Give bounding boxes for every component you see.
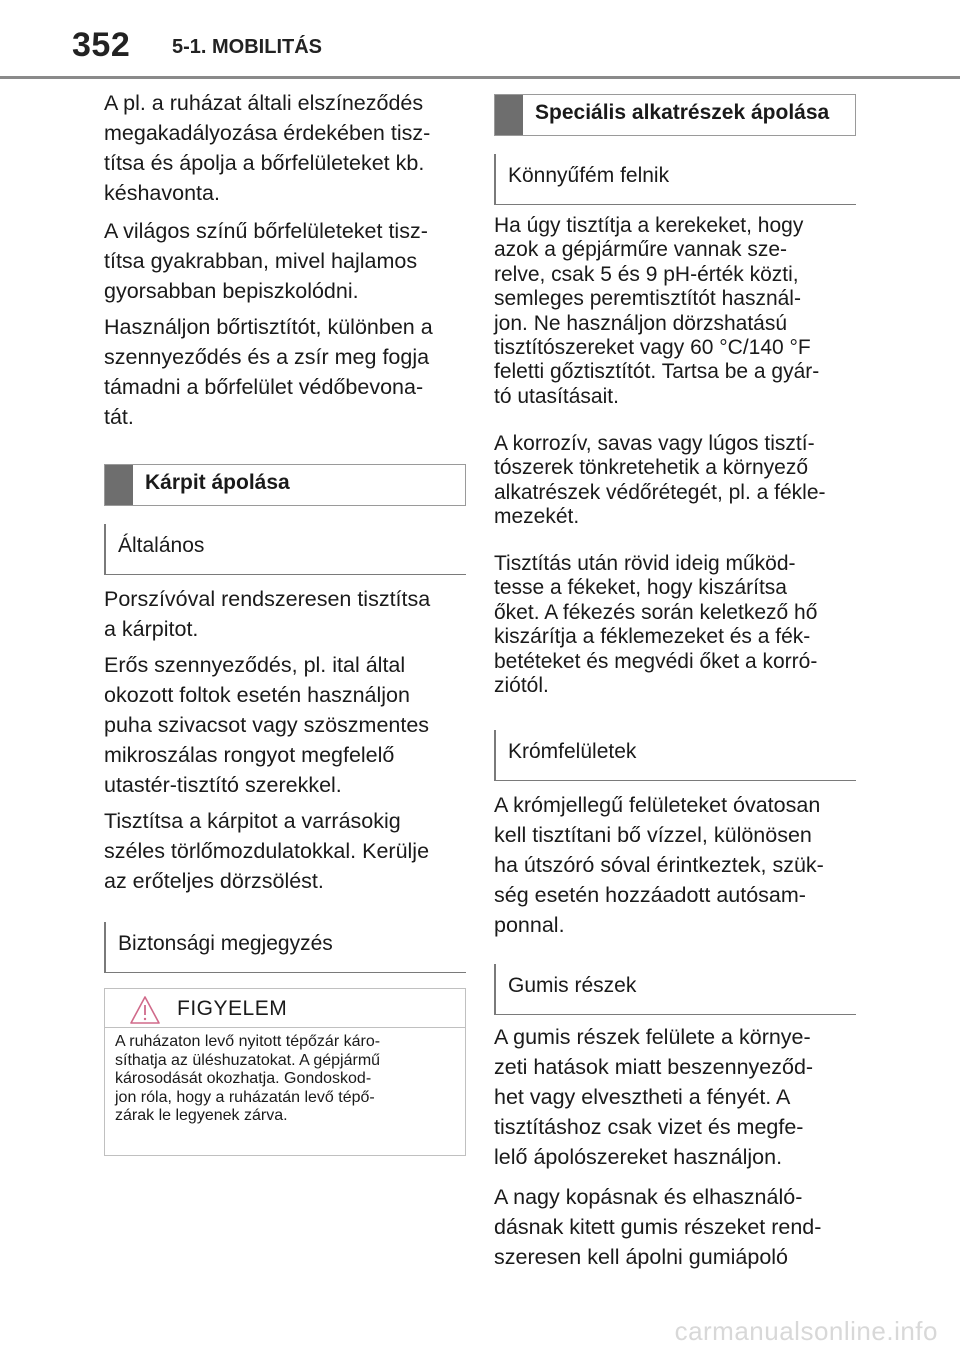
text-line: A gumis részek felülete a környe- bbox=[494, 1025, 811, 1049]
paragraph bbox=[104, 806, 466, 896]
text-line: A krómjellegű felületeket óvatosan bbox=[494, 793, 821, 817]
text-line: utastér-tisztító szerekkel. bbox=[104, 773, 342, 797]
text-line: széles törlőmozdulatokkal. Kerülje bbox=[104, 839, 430, 863]
text-line: títsa és ápolja a bőrfelületeket kb. bbox=[104, 151, 425, 175]
section-heading bbox=[494, 94, 856, 136]
text-line: Ha úgy tisztítja a kerekeket, hogy bbox=[494, 214, 804, 237]
text-line: mezekét. bbox=[494, 505, 580, 529]
paragraph bbox=[494, 1022, 856, 1172]
section-heading-bar bbox=[105, 465, 133, 505]
section-heading-title: Speciális alkatrészek ápolása bbox=[535, 101, 830, 124]
paragraph bbox=[494, 214, 856, 409]
subheading bbox=[104, 524, 466, 575]
paragraph bbox=[494, 1182, 856, 1272]
header-divider bbox=[0, 76, 960, 79]
text-line: kell tisztítani bő vízzel, különösen bbox=[494, 823, 812, 847]
text-line: késhavonta. bbox=[104, 181, 220, 205]
subheading-title: Általános bbox=[118, 534, 205, 557]
text-line: támadni a bőrfelület védőbevona- bbox=[104, 375, 424, 399]
paragraph bbox=[104, 216, 466, 306]
subheading bbox=[494, 730, 856, 781]
warning-title: FIGYELEM bbox=[177, 997, 288, 1020]
text-line: lelő ápolószereket használjon. bbox=[494, 1145, 783, 1169]
text-line: károsodását okozhatja. Gondoskod- bbox=[115, 1070, 372, 1088]
text-line: ha útszóró sóval érintkeztek, szük- bbox=[494, 853, 824, 877]
text-line: a kárpitot. bbox=[104, 617, 199, 641]
subheading bbox=[104, 922, 466, 973]
paragraph bbox=[494, 432, 856, 530]
paragraph bbox=[104, 312, 466, 432]
text-line: A világos színű bőrfelületeket tisz- bbox=[104, 219, 428, 243]
text-line: tát. bbox=[104, 405, 134, 429]
text-line: Tisztítsa a kárpitot a varrásokig bbox=[104, 809, 401, 833]
text-line: Erős szennyeződés, pl. ital által bbox=[104, 653, 406, 677]
text-line: A korrozív, savas vagy lúgos tisztí- bbox=[494, 432, 815, 455]
text-line: kiszárítja a féklemezeket és a fék- bbox=[494, 625, 811, 649]
text-line: A pl. a ruházat általi elszíneződés bbox=[104, 91, 424, 115]
warning-text bbox=[115, 1033, 459, 1126]
page-header bbox=[0, 0, 960, 80]
text-line: azok a gépjárműre vannak sze- bbox=[494, 238, 787, 262]
text-line: Tisztítás után rövid ideig működ- bbox=[494, 552, 796, 575]
text-line: ziótól. bbox=[494, 674, 549, 698]
paragraph bbox=[104, 584, 466, 644]
text-line: tószerek tönkretehetik a környező bbox=[494, 456, 808, 480]
text-line: ség esetén hozzáadott autósam- bbox=[494, 883, 806, 907]
text-line: tesse a fékeket, hogy kiszárítsa bbox=[494, 576, 787, 600]
text-line: puha szivacsot vagy szöszmentes bbox=[104, 713, 430, 737]
paragraph bbox=[494, 552, 856, 698]
text-line: ponnal. bbox=[494, 913, 565, 937]
text-line: A nagy kopásnak és elhasználó- bbox=[494, 1185, 803, 1209]
text-line: betéteket és megvédi őket a korró- bbox=[494, 649, 818, 673]
text-line: tisztítószereket vagy 60 °C/140 °F bbox=[494, 336, 811, 360]
paragraph bbox=[104, 650, 466, 800]
text-line: zeti hatások miatt beszennyeződ- bbox=[494, 1055, 814, 1079]
paragraph bbox=[494, 790, 856, 940]
text-line: zárak le legyenek zárva. bbox=[115, 1107, 288, 1125]
text-line: semleges peremtisztítót használ- bbox=[494, 287, 801, 311]
text-line: het vagy elvesztheti a fényét. A bbox=[494, 1085, 791, 1109]
text-line: gyorsabban bepiszkolódni. bbox=[104, 279, 359, 303]
text-line: Használjon bőrtisztítót, különben a bbox=[104, 315, 433, 339]
text-line: mikroszálas rongyot megfelelő bbox=[104, 743, 395, 767]
watermark: carmanualsonline.info bbox=[674, 1316, 938, 1346]
subheading-title: Könnyűfém felnik bbox=[508, 164, 670, 187]
text-line: tisztításhoz csak vizet és megfe- bbox=[494, 1115, 804, 1139]
text-line: alkatrészek védőrétegét, pl. a fékle- bbox=[494, 480, 826, 504]
subheading-title: Gumis részek bbox=[508, 974, 637, 997]
warning-header bbox=[105, 989, 465, 1028]
text-line: dásnak kitett gumis részeket rend- bbox=[494, 1215, 822, 1239]
text-line: feletti gőztisztítót. Tartsa be a gyár- bbox=[494, 360, 820, 384]
page-number: 352 bbox=[72, 26, 131, 64]
text-line: A ruházaton levő nyitott tépőzár káro- bbox=[115, 1033, 381, 1050]
paragraph bbox=[104, 88, 466, 208]
text-line: jon róla, hogy a ruházatán levő tépő- bbox=[115, 1088, 375, 1106]
section-heading-bar bbox=[495, 95, 523, 135]
section-heading-title: Kárpit ápolása bbox=[145, 471, 290, 494]
text-line: szennyeződés és a zsír meg fogja bbox=[104, 345, 430, 369]
subheading bbox=[494, 154, 856, 205]
text-line: relve, csak 5 és 9 pH-érték közti, bbox=[494, 262, 799, 286]
subheading-title: Biztonsági megjegyzés bbox=[118, 932, 333, 955]
text-line: Porszívóval rendszeresen tisztítsa bbox=[104, 587, 431, 611]
text-line: jon. Ne használjon dörzshatású bbox=[494, 311, 788, 335]
warning-triangle-icon bbox=[129, 995, 161, 1025]
subheading-title: Krómfelületek bbox=[508, 740, 637, 763]
warning-box bbox=[104, 988, 466, 1156]
subheading bbox=[494, 964, 856, 1015]
section-heading bbox=[104, 464, 466, 506]
text-line: megakadályozása érdekében tisz- bbox=[104, 121, 431, 145]
text-line: títsa gyakrabban, mivel hajlamos bbox=[104, 249, 418, 273]
text-line: síthatja az üléshuzatokat. A gépjármű bbox=[115, 1051, 381, 1069]
text-line: okozott foltok esetén használjon bbox=[104, 683, 410, 707]
text-line: őket. A fékezés során keletkező hő bbox=[494, 600, 818, 624]
text-line: tó utasításait. bbox=[494, 384, 619, 408]
text-line: az erőteljes dörzsölést. bbox=[104, 869, 324, 893]
chapter-title: 5-1. MOBILITÁS bbox=[172, 36, 323, 58]
text-line: szeresen kell ápolni gumiápoló bbox=[494, 1245, 789, 1269]
